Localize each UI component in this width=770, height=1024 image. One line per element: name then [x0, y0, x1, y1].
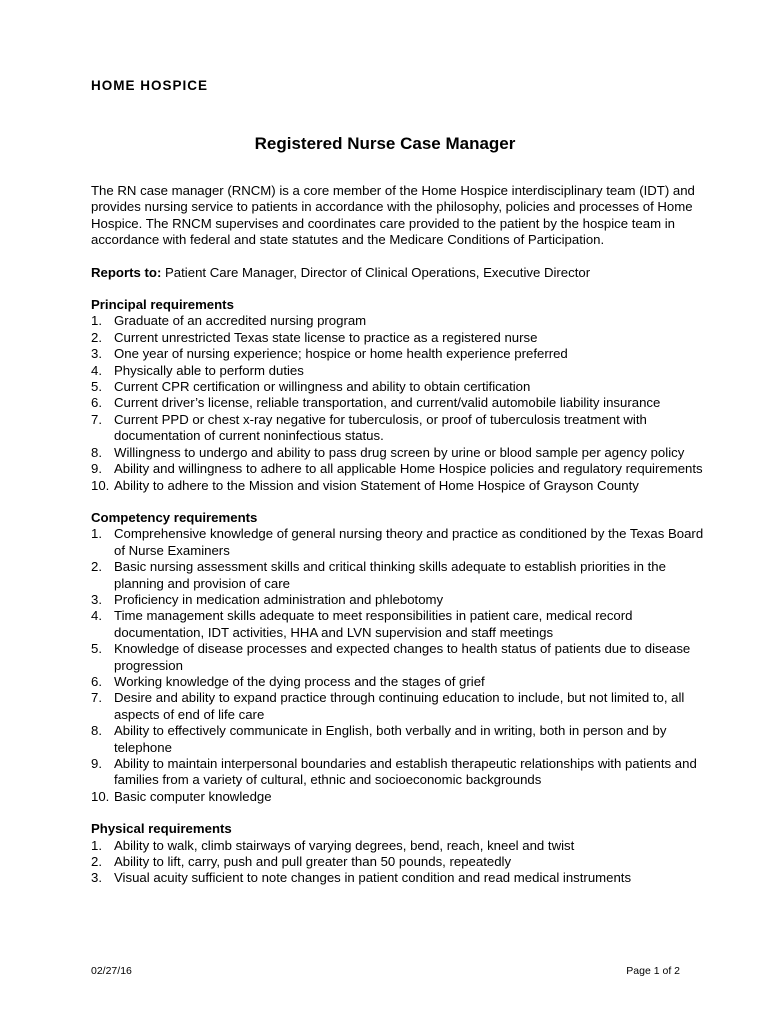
list-item-number: 8.	[91, 444, 102, 460]
list-item	[91, 330, 706, 346]
list-item	[91, 559, 706, 592]
footer-page-number: Page 1 of 2	[626, 965, 680, 977]
list-item-number: 10.	[91, 477, 110, 493]
list-item	[91, 756, 706, 789]
list-item-text: Physically able to perform duties	[114, 362, 304, 378]
list-item	[91, 854, 706, 870]
list-item-text: Willingness to undergo and ability to pass drug screen by urine or blood sample per agency policy	[114, 444, 685, 460]
list-item-number: 3.	[91, 591, 102, 607]
list-item-number: 6.	[91, 395, 102, 411]
spacer	[91, 805, 706, 821]
principal-requirements-list	[91, 313, 706, 493]
list-item	[91, 379, 706, 395]
list-item-number: 3.	[91, 870, 102, 886]
list-item-number: 8.	[91, 723, 102, 739]
list-item-number: 10.	[91, 788, 110, 804]
list-item	[91, 445, 706, 461]
list-item-number: 7.	[91, 690, 102, 706]
spacer	[91, 494, 706, 510]
list-item	[91, 641, 706, 674]
list-item	[91, 838, 706, 854]
competency-requirements-list	[91, 526, 706, 805]
spacer	[91, 249, 706, 265]
list-item	[91, 592, 706, 608]
list-item-text: Ability and willingness to adhere to all applicable Home Hospice policies and regulatory requirements	[114, 461, 703, 477]
list-item-text: One year of nursing experience; hospice or home health experience preferred	[114, 346, 568, 362]
list-item-number: 2.	[91, 329, 102, 345]
list-item-text: Ability to adhere to the Mission and vision Statement of Home Hospice of Grayson County	[114, 477, 639, 493]
list-item-text: Current CPR certification or willingness and ability to obtain certification	[114, 379, 531, 395]
list-item-text: Basic computer knowledge	[114, 788, 272, 804]
list-item-number: 1.	[91, 837, 102, 853]
footer-date: 02/27/16	[91, 965, 132, 977]
list-item-number: 2.	[91, 559, 102, 575]
list-item-text: Ability to lift, carry, push and pull greater than 50 pounds, repeatedly	[114, 854, 512, 870]
list-item-text: Graduate of an accredited nursing program	[114, 313, 367, 329]
reports-to	[91, 265, 706, 281]
list-item-text: Ability to maintain interpersonal boundaries and establish therapeutic relationships with patients and families from a variety of cultural, ethnic and socioeconomic backgrounds	[114, 756, 697, 788]
list-item	[91, 723, 706, 756]
list-item-number: 1.	[91, 313, 102, 329]
list-item-text: Current PPD or chest x-ray negative for tuberculosis, or proof of tuberculosis treatment with documentation of current noninfectious status.	[114, 411, 647, 444]
spacer	[91, 281, 706, 297]
list-item	[91, 363, 706, 379]
list-item-number: 4.	[91, 362, 102, 378]
list-item-number: 9.	[91, 756, 102, 771]
list-item-text: Current unrestricted Texas state license to practice as a registered nurse	[114, 329, 538, 345]
list-item-text: Working knowledge of the dying process and the stages of grief	[114, 673, 485, 689]
intro-paragraph: The RN case manager (RNCM) is a core member of the Home Hospice interdisciplinary team (IDT) and provides nursing service to patients in accordance with the philosophy, policies and processes of Home Hospice. The RNCM supervises and coordinates care provided to the patient by the hospice team in accordance with federal and state statutes and the Medicare Conditions of Participation.	[91, 183, 695, 248]
competency-requirements-heading: Competency requirements	[91, 509, 258, 525]
list-item	[91, 478, 706, 494]
list-item-number: 3.	[91, 346, 102, 362]
list-item	[91, 526, 706, 559]
list-item	[91, 313, 706, 329]
list-item-text: Current driver’s license, reliable transportation, and current/valid automobile liability insurance	[114, 395, 661, 411]
list-item-text: Desire and ability to expand practice through continuing education to include, but not limited to, all aspects of end of life care	[114, 690, 685, 722]
list-item-text: Comprehensive knowledge of general nursing theory and practice as conditioned by the Texas Board of Nurse Examiners	[114, 526, 704, 558]
list-item-text: Ability to effectively communicate in English, both verbally and in writing, both in person and by telephone	[114, 723, 667, 755]
list-item-number: 7.	[91, 411, 102, 427]
organization-name: HOME HOSPICE	[91, 78, 209, 93]
list-item	[91, 674, 706, 690]
physical-requirements-heading: Physical requirements	[91, 821, 232, 837]
list-item	[91, 346, 706, 362]
list-item	[91, 870, 706, 886]
list-item-text: Proficiency in medication administration and phlebotomy	[114, 591, 444, 607]
document-title: Registered Nurse Case Manager	[254, 134, 516, 153]
list-item-number: 6.	[91, 673, 102, 689]
list-item-text: Ability to walk, climb stairways of varying degrees, bend, reach, kneel and twist	[114, 837, 575, 853]
list-item	[91, 395, 706, 411]
list-item-text: Time management skills adequate to meet responsibilities in patient care, medical record documentation, IDT activities, HHA and LVN supervision and staff meetings	[114, 608, 633, 640]
list-item-number: 9.	[91, 461, 102, 477]
list-item	[91, 608, 706, 641]
list-item-number: 4.	[91, 608, 102, 624]
reports-to-label: Reports to:	[91, 264, 162, 280]
list-item-text: Basic nursing assessment skills and critical thinking skills adequate to establish priorities in the planning and provision of care	[114, 559, 666, 591]
list-item	[91, 461, 706, 477]
list-item	[91, 690, 706, 723]
list-item-text: Visual acuity sufficient to note changes in patient condition and read medical instruments	[114, 870, 632, 886]
document-body	[91, 183, 706, 887]
list-item-number: 5.	[91, 641, 102, 657]
list-item-number: 5.	[91, 379, 102, 395]
physical-requirements-list	[91, 838, 706, 887]
list-item-text: Knowledge of disease processes and expected changes to health status of patients due to disease progression	[114, 641, 691, 673]
list-item	[91, 789, 706, 805]
list-item-number: 2.	[91, 854, 102, 870]
list-item-number: 1.	[91, 526, 102, 542]
reports-to-value: Patient Care Manager, Director of Clinical Operations, Executive Director	[165, 264, 591, 280]
principal-requirements-heading: Principal requirements	[91, 297, 234, 313]
list-item	[91, 412, 706, 445]
